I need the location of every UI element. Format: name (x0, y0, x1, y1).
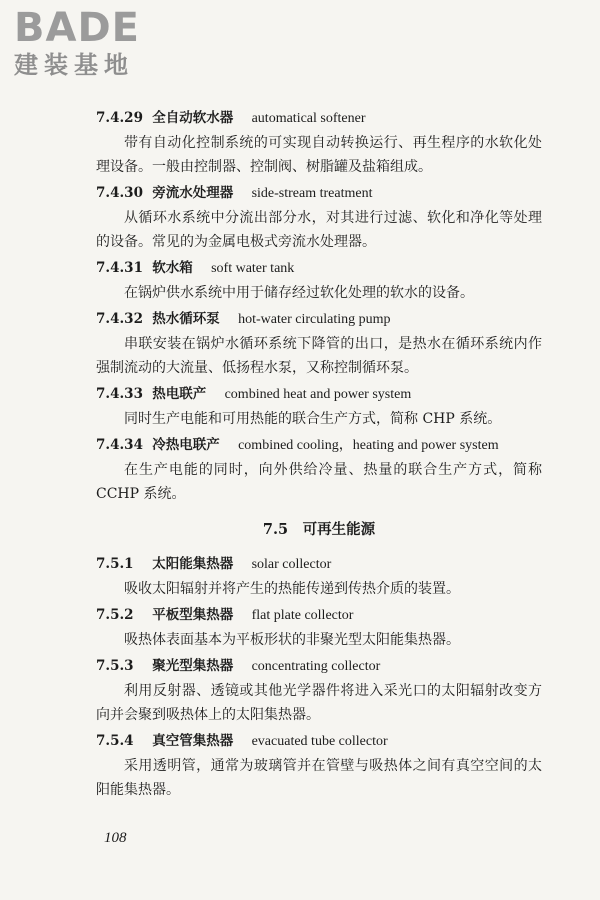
logo-subtitle: 建装基地 (14, 51, 134, 79)
term-chinese: 平板型集热器 (152, 607, 234, 623)
entry-7-5-4 (96, 729, 542, 802)
term-english: combined cooling，heating and power system (238, 438, 499, 453)
entry-7-4-33 (96, 382, 542, 431)
entry-heading (96, 307, 542, 332)
entry-number: 7.5.3 (96, 658, 134, 674)
entry-heading (96, 729, 542, 754)
term-chinese: 聚光型集热器 (152, 658, 234, 674)
document-body (96, 106, 542, 804)
term-english: hot-water circulating pump (238, 312, 391, 327)
term-chinese: 冷热电联产 (152, 437, 220, 453)
term-english: side-stream treatment (251, 186, 373, 201)
entry-number: 7.4.31 (96, 260, 143, 276)
entry-number: 7.4.34 (96, 437, 143, 453)
term-chinese: 太阳能集热器 (152, 556, 234, 572)
term-chinese: 热水循环泵 (152, 311, 220, 327)
entry-heading (96, 552, 542, 577)
bade-logo (14, 6, 184, 80)
entry-7-4-32 (96, 307, 542, 380)
entry-heading (96, 382, 542, 407)
term-english: flat plate collector (251, 608, 354, 623)
term-chinese: 热电联产 (152, 386, 207, 402)
entry-heading (96, 603, 542, 628)
entry-7-4-31 (96, 256, 542, 305)
term-chinese: 旁流水处理器 (152, 185, 234, 201)
term-chinese: 全自动软水器 (152, 110, 234, 126)
entry-definition: 串联安装在锅炉水循环系统下降管的出口，是热水在循环系统内作强制流动的大流量、低扬程水泵，又称控制循环泵。 (96, 336, 542, 376)
entry-7-5-1 (96, 552, 542, 601)
entry-7-5-2 (96, 603, 542, 652)
entry-number: 7.5.1 (96, 556, 134, 572)
term-english: solar collector (251, 557, 332, 572)
page-number: 108 (104, 830, 127, 846)
entry-definition: 同时生产电能和可用热能的联合生产方式，简称 CHP 系统。 (124, 411, 502, 427)
entry-number: 7.5.2 (96, 607, 134, 623)
term-english: soft water tank (211, 261, 295, 276)
section-heading: 7.5 可再生能源 (262, 521, 376, 538)
entry-7-4-34 (96, 433, 542, 506)
entry-definition: 从循环水系统中分流出部分水，对其进行过滤、软化和净化等处理的设备。常见的为金属电极式旁流水处理器。 (96, 210, 542, 250)
entry-definition: 吸收太阳辐射并将产生的热能传递到传热介质的装置。 (124, 581, 460, 597)
entry-definition: 带有自动化控制系统的可实现自动转换运行、再生程序的水软化处理设备。一般由控制器、控制阀、树脂罐及盐箱组成。 (96, 135, 542, 175)
term-english: automatical softener (251, 111, 366, 126)
entry-number: 7.4.29 (96, 110, 143, 126)
entry-definition: 在生产电能的同时，向外供给冷量、热量的联合生产方式，简称 CCHP 系统。 (96, 462, 542, 502)
entry-definition: 吸热体表面基本为平板形状的非聚光型太阳能集热器。 (124, 632, 460, 648)
term-english: evacuated tube collector (251, 734, 388, 749)
entry-heading (96, 181, 542, 206)
entry-definition: 采用透明管，通常为玻璃管并在管壁与吸热体之间有真空空间的太阳能集热器。 (96, 758, 542, 798)
entry-7-5-3 (96, 654, 542, 727)
entry-number: 7.4.33 (96, 386, 143, 402)
entry-7-4-30 (96, 181, 542, 254)
term-chinese: 真空管集热器 (152, 733, 234, 749)
entry-number: 7.4.32 (96, 311, 143, 327)
entry-definition: 利用反射器、透镜或其他光学器件将进入采光口的太阳辐射改变方向并会聚到吸热体上的太阳集热器。 (96, 683, 542, 723)
entry-heading (96, 106, 542, 131)
term-english: combined heat and power system (224, 387, 412, 402)
term-chinese: 软水箱 (152, 260, 193, 276)
entry-definition: 在锅炉供水系统中用于储存经过软化处理的软水的设备。 (124, 285, 474, 301)
entry-number: 7.4.30 (96, 185, 143, 201)
logo-wordmark: BADE (14, 5, 140, 51)
entry-heading (96, 256, 542, 281)
entry-number: 7.5.4 (96, 733, 134, 749)
entry-heading (96, 654, 542, 679)
term-english: concentrating collector (251, 659, 381, 674)
entry-7-4-29 (96, 106, 542, 179)
entry-heading (96, 433, 542, 458)
